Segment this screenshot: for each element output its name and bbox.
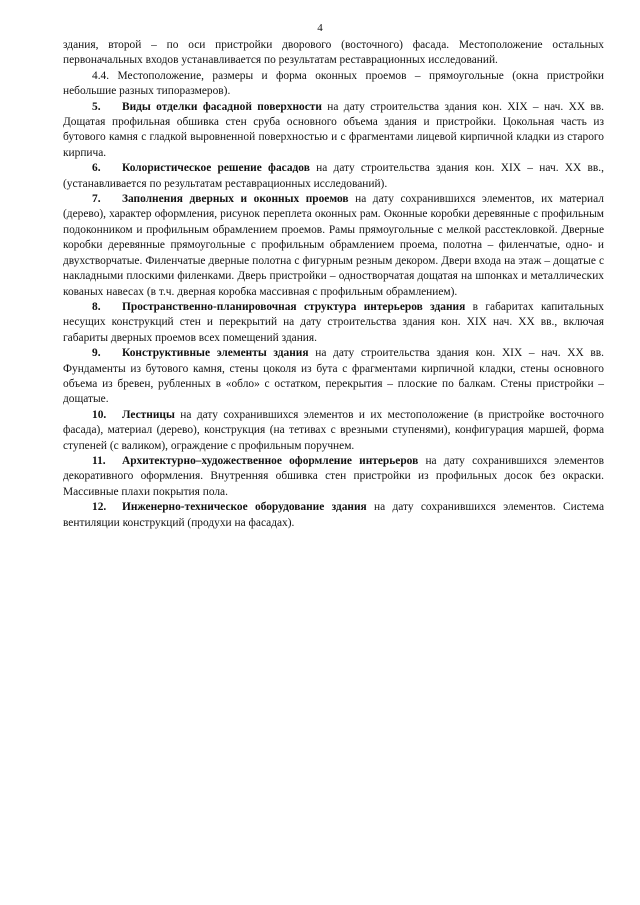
item-heading: Лестницы [122,408,175,421]
paragraph-6 [63,161,604,192]
item-heading: Колористическое решение фасадов [122,162,310,175]
paragraph-text: на дату строительства здания кон. XIX – нач. XX вв. Фундаменты из бутового камня, стены цоколя из бута с фрагментами кирпичной кладки, стены основного объема из бревен, рубленных в «обло» с остатком, перекрытия – плоские по балкам. Стены пристройки – дощатые. [63,347,604,406]
paragraph-11 [63,454,604,500]
item-heading: Заполнения дверных и оконных проемов [122,193,349,206]
item-heading: Конструктивные элементы здания [122,347,309,360]
item-number: 11. [92,454,106,467]
item-heading: Пространственно-планировочная структура интерьеров здания [122,300,466,313]
item-heading: Виды отделки фасадной поверхности [122,100,322,113]
paragraph-8 [63,300,604,346]
paragraph-12 [63,500,604,531]
paragraph-text: на дату сохранившихся элементов. Система вентиляции конструкций (продухи на фасадах). [63,501,604,529]
paragraph-text: здания, второй – по оси пристройки дворового (восточного) фасада. Местоположение остальных первоначальных входов устанавливается по результатам реставрационных исследований. [63,39,604,67]
paragraph-4-3-continuation [63,38,604,69]
paragraph-text: на дату строительства здания кон. XIX – нач. XX вв., (устанавливается по результатам реставрационных исследований). [63,162,604,190]
paragraph-10 [63,408,604,454]
item-heading: Инженерно-техническое оборудование здания [122,501,367,514]
item-number: 8. [92,300,101,313]
paragraph-text: на дату строительства здания кон. XIX – нач. XX вв. Дощатая профильная обшивка стен сруба основного объема здания и пристройки. Цокольная часть из бутового камня с гладкой выровненной поверхностью и с фрагментами лицевой кирпичной кладки из старого кирпича. [63,100,604,159]
item-number: 6. [92,162,101,175]
paragraph-text: на дату сохранившихся элементов декоративного оформления. Внутренняя обшивка стен пристройки из профильных досок без окраски. Массивные плахи покрытия пола. [63,454,604,498]
item-number: 9. [92,347,101,360]
paragraph-text: 4.4. Местоположение, размеры и форма оконных проемов – прямоугольные (окна пристройки небольшие разных типоразмеров). [63,69,604,98]
paragraph-5 [63,100,604,162]
paragraph-4-4 [63,69,604,100]
paragraph-7 [63,192,604,300]
page-number: 4 [317,22,323,34]
item-number: 7. [92,193,101,206]
item-number: 10. [92,408,107,421]
item-number: 12. [92,501,107,514]
paragraph-text: на дату сохранившихся элементов и их местоположение (в пристройке восточного фасада), материал (дерево), конструкция (на тетивах с врезными ступенями), конфигурация маршей, форма ступеней (с валиком), ограждение с профильным поручнем. [63,408,604,452]
item-number: 5. [92,100,101,113]
paragraph-text: в габаритах капитальных несущих конструкций стен и перекрытий на дату строительства здания кон. XIX нач. XX вв., включая габариты дверных проемов всех помещений здания. [63,300,604,344]
document-body [63,38,604,531]
paragraph-text: на дату сохранившихся элементов, их материал (дерево), характер оформления, рисунок переплета оконных рам. Оконные коробки деревянные с профильным подоконником и профильным обрамлением проемов. Рамы прямоугольные с мелкой расстекловкой. Дверные коробки деревянные прямоугольные с профильным обрамлением проема, полотна – филенчатые, одно- и двухстворчатые. Филенчатые дверные полотна с фигурным резным декором. Двери входа на этаж – дощатые с накладными плоскими филенками. Дверь пристройки – одностворчатая дощатая на шпонках и металлических кованых навесах (в т.ч. дверная коробка массивная с профильным обрамлением). [63,193,604,298]
item-heading: Архитектурно–художественное оформление интерьеров [122,454,419,467]
paragraph-9 [63,346,604,408]
